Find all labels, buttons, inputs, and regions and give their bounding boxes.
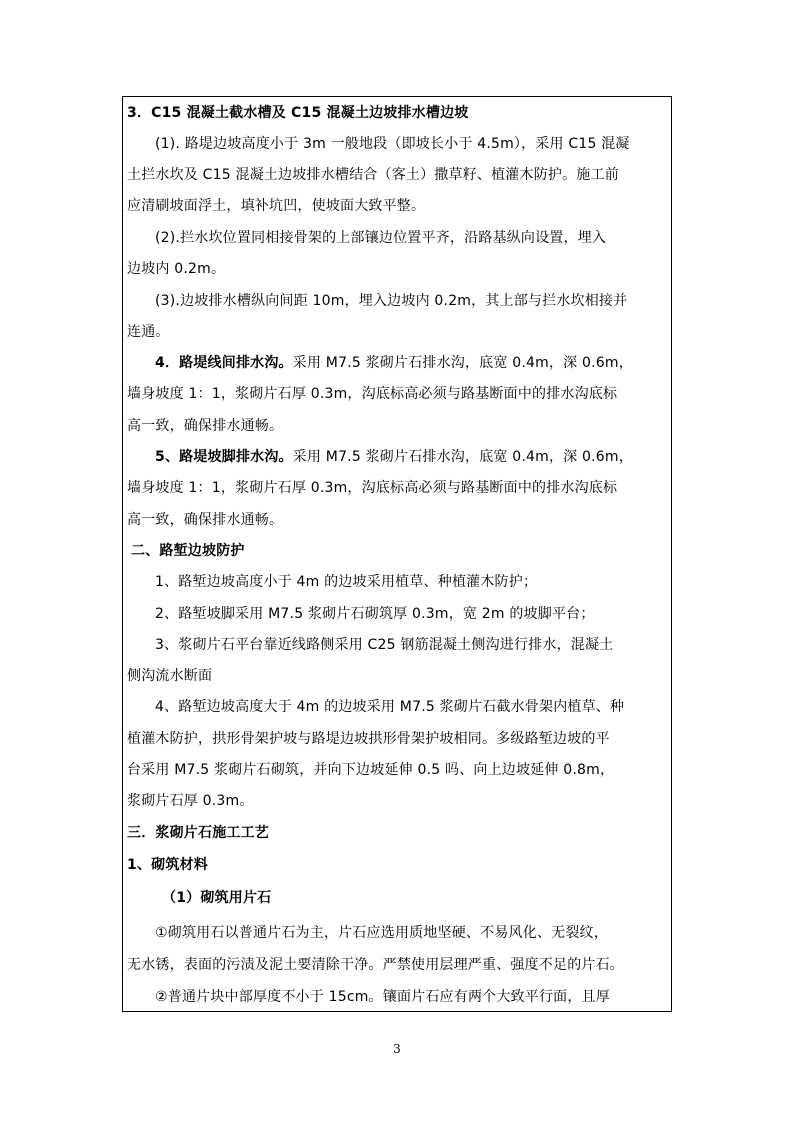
paragraph-line-item-4: [155, 353, 633, 373]
inline-text: 采用 M7.5 浆砌片石排水沟，底宽 0.4m，深 0.6m，: [292, 355, 633, 371]
paragraph-line: 台采用 M7.5 浆砌片石砌筑，并向下边坡延伸 0.5 吗、向上边坡延伸 0.8m，: [127, 762, 615, 778]
paragraph-line: 浆砌片石厚 0.3m。: [127, 793, 254, 809]
paragraph-line: 墙身坡度 1：1，浆砌片石厚 0.3m，沟底标高必须与路基断面中的排水沟底标: [127, 386, 618, 402]
paragraph-line-item-5: [155, 447, 633, 467]
paragraph-line: 无水锈，表面的污渍及泥土要清除干净。严禁使用层理严重、强度不足的片石。: [127, 957, 624, 973]
inline-text: 采用 M7.5 浆砌片石排水沟，底宽 0.4m，深 0.6m，: [292, 449, 633, 465]
paragraph-line: 土拦水坎及 C15 混凝土边坡排水槽结合（客土）撒草籽、植灌木防护。施工前: [127, 167, 619, 183]
paragraph-line: (2).拦水坎位置同相接骨架的上部镶边位置平齐，沿路基纵向设置，埋入: [155, 230, 607, 246]
paragraph-line: ②普通片块中部厚度不小于 15cm。镶面片石应有两个大致平行面，且厚: [155, 989, 610, 1005]
section-heading-2: 二、路堑边坡防护: [131, 543, 245, 559]
paragraph-line: 4、路堑边坡高度大于 4m 的边坡采用 M7.5 浆砌片石截水骨架内植草、种: [155, 699, 625, 715]
inline-bold-title: 4．路堤线间排水沟。: [155, 355, 293, 371]
inline-bold-title: 5、路堤坡脚排水沟。: [155, 449, 293, 465]
paragraph-line: 侧沟流水断面: [127, 668, 213, 684]
subsubsection-heading: （1）砌筑用片石: [162, 890, 272, 906]
paragraph-line: 高一致，确保排水通畅。: [127, 512, 284, 528]
paragraph-line: (3).边坡排水槽纵向间距 10m，埋入边坡内 0.2m，其上部与拦水坎相接并: [155, 293, 628, 309]
paragraph-line: 应清刷坡面浮土，填补坑凹，使坡面大致平整。: [127, 198, 426, 214]
paragraph-line: 高一致，确保排水通畅。: [127, 418, 284, 434]
paragraph-line: 3、浆砌片石平台靠近线路侧采用 C25 钢筋混凝土侧沟进行排水，混凝土: [155, 637, 614, 653]
paragraph-line: 边坡内 0.2m。: [127, 261, 226, 277]
page-number: 3: [393, 1042, 401, 1056]
subsection-heading: 1、砌筑材料: [127, 857, 208, 873]
section-heading-3: 三．浆砌片石施工工艺: [127, 825, 269, 841]
heading-item-3: 3．C15 混凝土截水槽及 C15 混凝土边坡排水槽边坡: [127, 105, 469, 121]
paragraph-line: 连通。: [127, 324, 170, 340]
paragraph-line: 2、路堑坡脚采用 M7.5 浆砌片石砌筑厚 0.3m，宽 2m 的坡脚平台；: [155, 606, 595, 622]
paragraph-line: (1). 路堤边坡高度小于 3m 一般地段（即坡长小于 4.5m），采用 C15 混凝: [155, 136, 630, 152]
paragraph-line: 1、路堑边坡高度小于 4m 的边坡采用植草、种植灌木防护；: [155, 574, 538, 590]
paragraph-line: 墙身坡度 1：1，浆砌片石厚 0.3m，沟底标高必须与路基断面中的排水沟底标: [127, 480, 618, 496]
paragraph-line: ①砌筑用石以普通片石为主，片石应选用质地坚硬、不易风化、无裂纹，: [155, 925, 608, 941]
paragraph-line: 植灌木防护，拱形骨架护坡与路堤边坡拱形骨架护坡相同。多级路堑边坡的平: [127, 731, 610, 747]
